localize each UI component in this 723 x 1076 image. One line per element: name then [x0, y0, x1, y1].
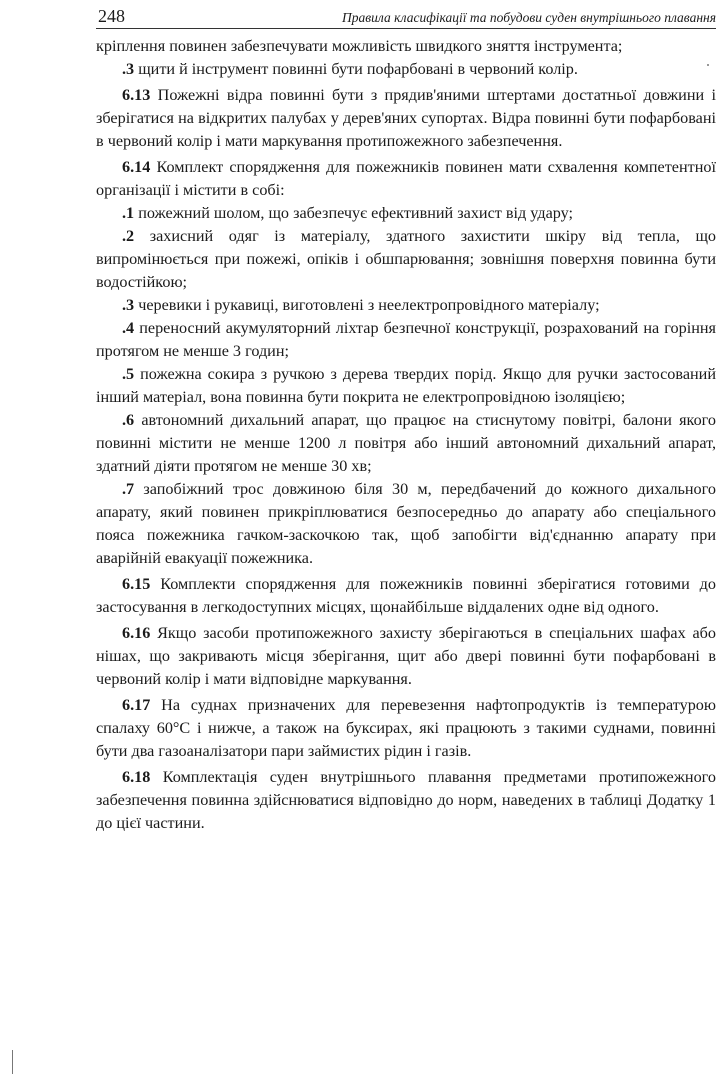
paragraph-text: Комплектація суден внутрішнього плавання предметами протипожежного забезпечення повинна здійснюватися відповідно до норм, наведених в таблиці Додатку 1 до цієї частини. [96, 768, 716, 832]
paragraph-text: запобіжний трос довжиною біля 30 м, передбачений до кожного дихального апарату, який повинен прикріплюватися безпосередньо до апарату або спеціального пояса пожежника гачком-заскочкою так, щоб запобігти від'єднанню апарату при аварійній евакуації пожежника. [96, 480, 716, 567]
paragraph-text: щити й інструмент повинні бути пофарбовані в червоний колір. [134, 60, 578, 78]
paragraph-text: Якщо засоби протипожежного захисту зберігаються в спеціальних шафах або нішах, що закривають місця зберігання, щит або двері повинні бути пофарбовані в червоний колір і мати відповідне маркування. [96, 624, 716, 688]
paragraph [96, 202, 716, 225]
paragraph-text: Комплект спорядження для пожежників повинен мати схвалення компетентної організації і містити в собі: [96, 158, 716, 199]
paragraph [96, 409, 716, 478]
page-header [96, 6, 716, 29]
paragraph-text: пожежний шолом, що забезпечує ефективний захист від удару; [134, 204, 574, 222]
paragraph-text: Пожежні відра повинні бути з прядив'яними штертами достатньої довжини і зберігатися на відкритих палубах у дерев'яних супортах. Відра повинні бути пофарбовані в червоний колір і мати маркування протипожежного забезпечення. [96, 86, 716, 150]
paragraph-number: .7 [122, 480, 135, 498]
page-number: 248 [98, 6, 125, 26]
scan-speck [707, 64, 709, 66]
paragraph-number: .2 [122, 227, 135, 245]
section-number: 6.15 [122, 575, 151, 593]
paragraph-number: .5 [122, 365, 135, 383]
paragraph-text: кріплення повинен забезпечувати можливість швидкого зняття інструмента; [96, 37, 623, 55]
paragraph-text: захисний одяг із матеріалу, здатного захистити шкіру від тепла, що випромінюється при пожежі, опіків і обшпарювання; зовнішня поверхня повинна бути водостійкою; [96, 227, 716, 291]
section-paragraph [96, 622, 716, 691]
body-text [96, 35, 716, 835]
margin-mark [12, 1050, 13, 1074]
paragraph-number: .3 [122, 60, 135, 78]
section-number: 6.13 [122, 86, 151, 104]
paragraph [96, 35, 716, 58]
running-title: Правила класифікації та побудови суден внутрішнього плавання [342, 10, 716, 25]
section-paragraph [96, 84, 716, 153]
paragraph [96, 294, 716, 317]
paragraph-text: Комплекти спорядження для пожежників повинні зберігатися готовими до застосування в легкодоступних місцях, щонайбільше віддалених одне від одного. [96, 575, 716, 616]
paragraph-text: переносний акумуляторний ліхтар безпечної конструкції, розрахований на горіння протягом не менше 3 годин; [96, 319, 716, 360]
section-paragraph [96, 573, 716, 619]
section-paragraph [96, 694, 716, 763]
paragraph [96, 478, 716, 570]
paragraph-text: черевики і рукавиці, виготовлені з неелектропровідного матеріалу; [134, 296, 600, 314]
paragraph [96, 363, 716, 409]
paragraph-number: .1 [122, 204, 135, 222]
paragraph-text: пожежна сокира з ручкою з дерева твердих порід. Якщо для ручки застосований інший матеріал, вона повинна бути покрита не електропровідною ізоляцією; [96, 365, 716, 406]
section-number: 6.16 [122, 624, 151, 642]
section-number: 6.14 [122, 158, 151, 176]
paragraph [96, 58, 716, 81]
section-number: 6.17 [122, 696, 151, 714]
paragraph-number: .3 [122, 296, 135, 314]
paragraph [96, 317, 716, 363]
paragraph [96, 225, 716, 294]
section-number: 6.18 [122, 768, 151, 786]
paragraph-text: автономний дихальний апарат, що працює на стиснутому повітрі, балони якого повинні містити не менше 1200 л повітря або інший автономний дихальний апарат, здатний діяти протягом не менше 30 хв; [96, 411, 716, 475]
section-paragraph [96, 766, 716, 835]
paragraph-number: .6 [122, 411, 135, 429]
paragraph-text: На суднах призначених для перевезення нафтопродуктів із температурою спалаху 60°С і нижче, а також на буксирах, які працюють з такими суднами, повинні бути два газоаналізатори пари займистих рідин і газів. [96, 696, 716, 760]
paragraph-number: .4 [122, 319, 135, 337]
section-paragraph [96, 156, 716, 202]
